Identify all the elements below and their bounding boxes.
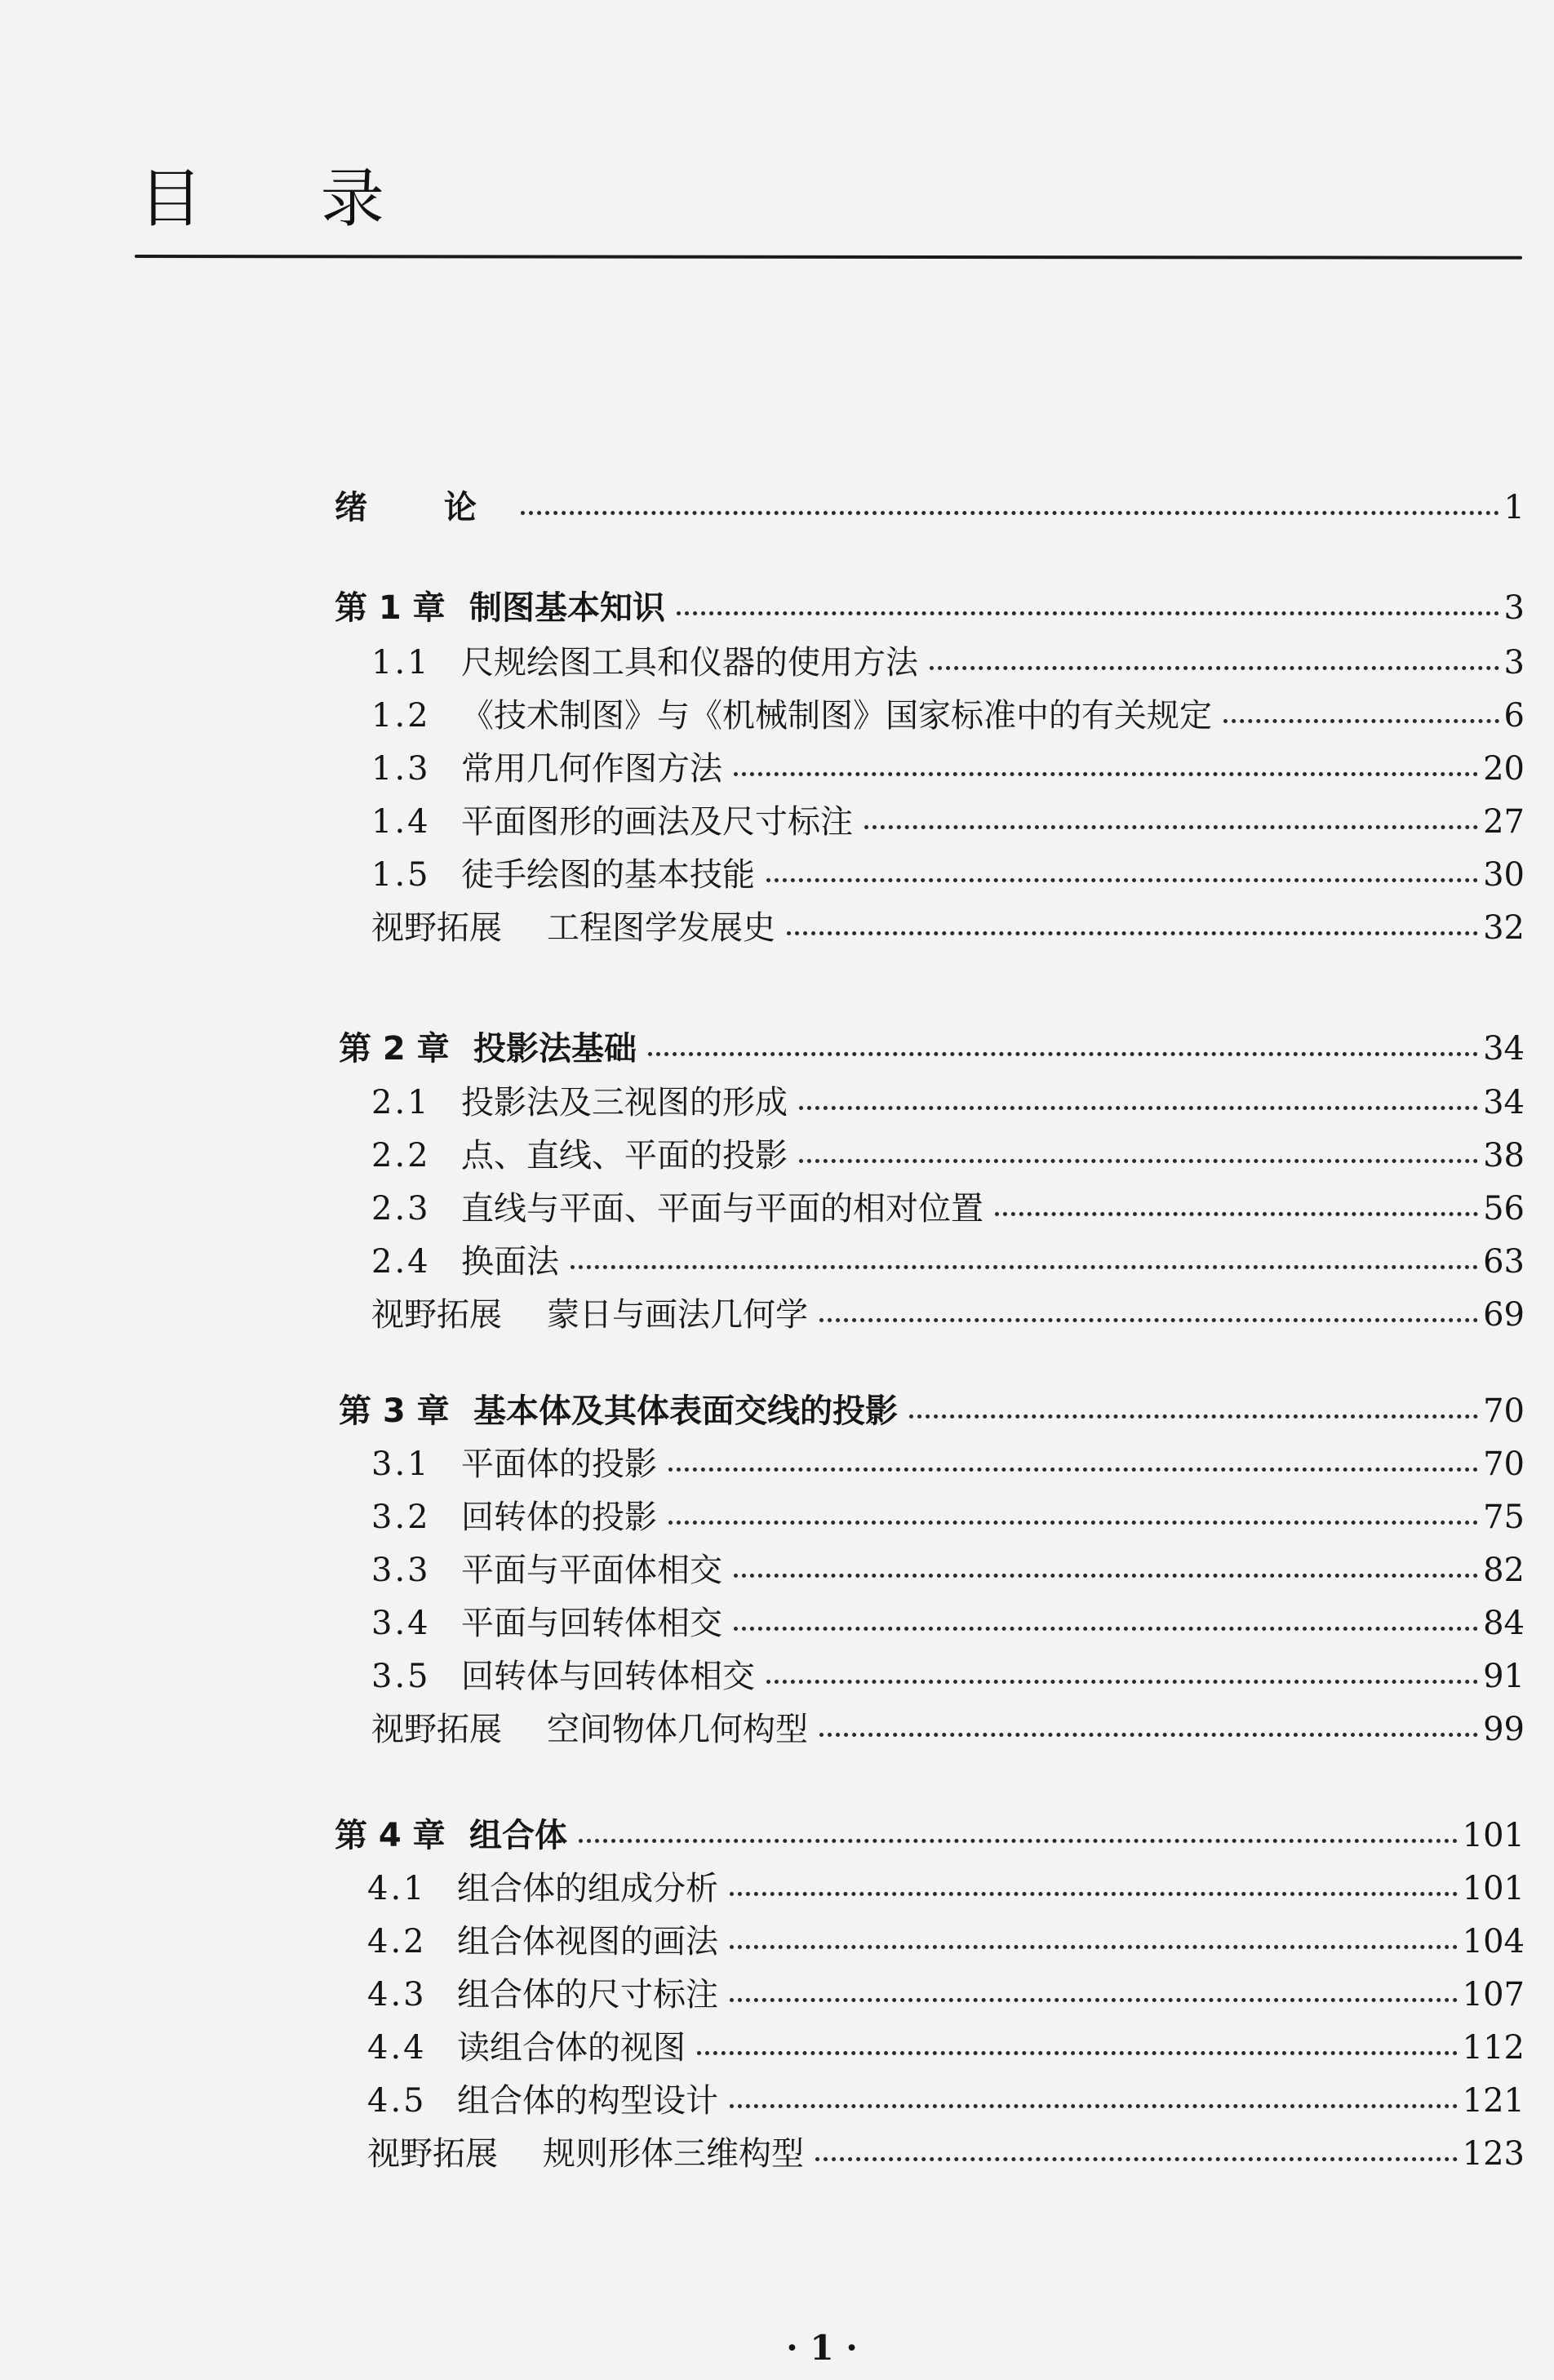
toc-page-number: 34 bbox=[1483, 1084, 1525, 1121]
toc-entry-title: 组合体视图的画法 bbox=[457, 1923, 718, 1960]
dot-leader bbox=[815, 2157, 1458, 2161]
toc-section-entry bbox=[367, 2023, 1525, 2072]
toc-entry-number: 4.4 bbox=[367, 2029, 427, 2067]
dot-leader bbox=[668, 1521, 1478, 1525]
toc-page-number: 34 bbox=[1483, 1030, 1525, 1068]
toc-entry-title: 组合体 bbox=[469, 1817, 567, 1854]
toc-page-number: 99 bbox=[1483, 1711, 1525, 1748]
toc-section-entry bbox=[371, 1131, 1525, 1180]
toc-page-number: 27 bbox=[1483, 803, 1525, 841]
toc-section-entry bbox=[371, 850, 1525, 899]
toc-section-entry bbox=[371, 797, 1525, 846]
toc-page-number: 101 bbox=[1462, 1817, 1525, 1854]
toc-entry-title: 组合体的组成分析 bbox=[457, 1870, 718, 1907]
toc-page-number: 123 bbox=[1462, 2135, 1525, 2173]
toc-entry-title: 规则形体三维构型 bbox=[543, 2135, 804, 2173]
toc-page-number: 82 bbox=[1483, 1552, 1525, 1589]
toc-entry-title: 回转体的投影 bbox=[461, 1499, 657, 1536]
toc-entry-number: 2.2 bbox=[371, 1137, 431, 1174]
toc-entry-title: 组合体的构型设计 bbox=[457, 2082, 718, 2120]
dot-leader bbox=[1223, 719, 1499, 723]
dot-leader bbox=[909, 1414, 1478, 1419]
toc-entry-title: 空间物体几何构型 bbox=[547, 1711, 808, 1748]
dot-leader bbox=[799, 1159, 1478, 1163]
toc-entry-number: 3.2 bbox=[371, 1499, 431, 1536]
toc-entry-title: 《技术制图》与《机械制图》国家标准中的有关规定 bbox=[461, 697, 1212, 735]
toc-entry-number: 3.1 bbox=[371, 1445, 431, 1483]
dot-leader bbox=[819, 1733, 1478, 1737]
toc-page-number: 30 bbox=[1483, 856, 1525, 894]
dot-leader bbox=[730, 1945, 1458, 1949]
toc-entry-title: 投影法基础 bbox=[473, 1030, 637, 1068]
toc-page-number: 91 bbox=[1483, 1658, 1525, 1695]
toc-entry-number: 3.5 bbox=[371, 1658, 431, 1695]
toc-entry-title: 蒙日与画法几何学 bbox=[547, 1296, 808, 1334]
toc-section-entry bbox=[371, 1184, 1525, 1233]
toc-section-entry bbox=[371, 638, 1525, 687]
toc-entry-number: 第 2 章 bbox=[339, 1030, 450, 1068]
toc-entry-number: 1.1 bbox=[371, 644, 431, 682]
dot-leader bbox=[930, 666, 1499, 670]
toc-section-entry bbox=[367, 2076, 1525, 2125]
toc-page-number: 121 bbox=[1462, 2082, 1525, 2120]
dot-leader bbox=[766, 1680, 1478, 1684]
toc-section-entry bbox=[367, 1917, 1525, 1966]
toc-page-number: 112 bbox=[1462, 2029, 1525, 2067]
toc-section-entry bbox=[371, 744, 1525, 793]
toc-entry-title: 回转体与回转体相交 bbox=[461, 1658, 755, 1695]
toc-entry-title: 直线与平面、平面与平面的相对位置 bbox=[461, 1190, 983, 1228]
dot-leader bbox=[734, 772, 1478, 776]
toc-section-entry bbox=[371, 1599, 1525, 1648]
toc-page-number: 69 bbox=[1483, 1296, 1525, 1334]
toc-entry-number: 2.1 bbox=[371, 1084, 431, 1121]
toc-extension-entry bbox=[371, 1290, 1525, 1339]
toc-section-entry bbox=[371, 1493, 1525, 1542]
toc-entry-number: 2.3 bbox=[371, 1190, 431, 1228]
toc-chapter-entry bbox=[335, 584, 1525, 633]
toc-entry-number: 4.1 bbox=[367, 1870, 427, 1907]
toc-page-number: 56 bbox=[1483, 1190, 1525, 1228]
toc-section-entry bbox=[371, 1078, 1525, 1127]
toc-section-entry bbox=[371, 1237, 1525, 1286]
toc-chapter-entry bbox=[335, 1811, 1525, 1860]
dot-leader bbox=[668, 1468, 1478, 1472]
toc-chapter-entry bbox=[339, 1024, 1525, 1073]
dot-leader bbox=[697, 2051, 1458, 2055]
toc-entry-number: 1.4 bbox=[371, 803, 431, 841]
toc-page-number: 70 bbox=[1483, 1445, 1525, 1483]
dot-leader bbox=[677, 611, 1499, 615]
dot-leader bbox=[766, 878, 1478, 882]
dot-leader bbox=[799, 1106, 1478, 1110]
toc-entry-number: 第 1 章 bbox=[335, 589, 446, 627]
toc-entry-title: 绪 论 bbox=[335, 489, 509, 526]
toc-page-number: 3 bbox=[1503, 644, 1525, 682]
toc-entry-title: 常用几何作图方法 bbox=[461, 750, 722, 788]
dot-leader bbox=[521, 511, 1499, 515]
toc-chapter-entry bbox=[339, 1387, 1525, 1436]
toc-entry-number: 2.4 bbox=[371, 1243, 431, 1281]
toc-entry-title: 尺规绘图工具和仪器的使用方法 bbox=[461, 644, 918, 682]
toc-page-number: 84 bbox=[1483, 1605, 1525, 1642]
toc-page-number: 20 bbox=[1483, 750, 1525, 788]
toc-extension-entry bbox=[371, 904, 1525, 952]
dot-leader bbox=[995, 1212, 1478, 1216]
toc-section-entry bbox=[371, 1546, 1525, 1595]
toc-entry-title: 组合体的尺寸标注 bbox=[457, 1976, 718, 2014]
toc-entry-title: 点、直线、平面的投影 bbox=[461, 1137, 788, 1174]
dot-leader bbox=[734, 1574, 1478, 1578]
dot-leader bbox=[648, 1052, 1478, 1056]
dot-leader bbox=[730, 2104, 1458, 2108]
toc-entry-title: 投影法及三视图的形成 bbox=[461, 1084, 788, 1121]
toc-page-number: 6 bbox=[1503, 697, 1525, 735]
toc-page-number: 32 bbox=[1483, 909, 1525, 947]
toc-page-number: 101 bbox=[1462, 1870, 1525, 1907]
toc-page-number: 3 bbox=[1503, 589, 1525, 627]
toc-page-number: 75 bbox=[1483, 1499, 1525, 1536]
toc-entry-title: 徒手绘图的基本技能 bbox=[461, 856, 755, 894]
toc-entry-number: 3.3 bbox=[371, 1552, 431, 1589]
toc-extension-entry bbox=[371, 1705, 1525, 1754]
toc-section-entry bbox=[371, 1440, 1525, 1489]
toc-entry-title: 平面图形的画法及尺寸标注 bbox=[461, 803, 853, 841]
dot-leader bbox=[730, 1892, 1458, 1896]
toc-section-entry bbox=[371, 691, 1525, 740]
toc-page-number: 104 bbox=[1462, 1923, 1525, 1960]
dot-leader bbox=[734, 1627, 1478, 1631]
toc-entry-title: 读组合体的视图 bbox=[457, 2029, 686, 2067]
toc-entry-number: 4.3 bbox=[367, 1976, 427, 2014]
toc-entry-number: 4.5 bbox=[367, 2082, 427, 2120]
dot-leader bbox=[864, 825, 1478, 829]
dot-leader bbox=[730, 1998, 1458, 2002]
toc-entry-number: 第 3 章 bbox=[339, 1392, 450, 1430]
toc-entry-number: 1.3 bbox=[371, 750, 431, 788]
toc-extension-label: 视野拓展 bbox=[371, 1296, 502, 1334]
toc-section-entry bbox=[367, 1970, 1525, 2019]
toc-entry-title: 平面与平面体相交 bbox=[461, 1552, 722, 1589]
toc-entry-number: 4.2 bbox=[367, 1923, 427, 1960]
toc-entry-number: 1.5 bbox=[371, 856, 431, 894]
toc-entry-intro bbox=[335, 483, 1525, 532]
toc-page-number: 107 bbox=[1462, 1976, 1525, 2014]
toc-entry-title: 平面体的投影 bbox=[461, 1445, 657, 1483]
toc-entry-title: 换面法 bbox=[461, 1243, 559, 1281]
toc-page-number: 63 bbox=[1483, 1243, 1525, 1281]
toc-entry-title: 平面与回转体相交 bbox=[461, 1605, 722, 1642]
toc-entry-title: 制图基本知识 bbox=[469, 589, 665, 627]
toc-extension-label: 视野拓展 bbox=[371, 909, 502, 947]
toc-entry-title: 工程图学发展史 bbox=[547, 909, 775, 947]
page-title: 目 录 bbox=[139, 162, 433, 236]
toc-entry-title: 基本体及其体表面交线的投影 bbox=[473, 1392, 898, 1430]
toc-entry-number: 3.4 bbox=[371, 1605, 431, 1642]
toc-entry-number: 1.2 bbox=[371, 697, 431, 735]
title-rule bbox=[135, 255, 1522, 260]
toc-page-number: 70 bbox=[1483, 1392, 1525, 1430]
dot-leader bbox=[579, 1839, 1458, 1843]
toc-entry-number: 第 4 章 bbox=[335, 1817, 446, 1854]
toc-section-entry bbox=[367, 1864, 1525, 1913]
toc-extension-label: 视野拓展 bbox=[371, 1711, 502, 1748]
toc-section-entry bbox=[371, 1652, 1525, 1701]
dot-leader bbox=[571, 1265, 1478, 1269]
toc-extension-entry bbox=[367, 2129, 1525, 2178]
dot-leader bbox=[819, 1318, 1478, 1322]
page-number: · 1 · bbox=[786, 2328, 858, 2368]
toc-extension-label: 视野拓展 bbox=[367, 2135, 498, 2173]
toc-page-number: 38 bbox=[1483, 1137, 1525, 1174]
toc-page-number: 1 bbox=[1503, 489, 1525, 526]
dot-leader bbox=[787, 931, 1478, 935]
